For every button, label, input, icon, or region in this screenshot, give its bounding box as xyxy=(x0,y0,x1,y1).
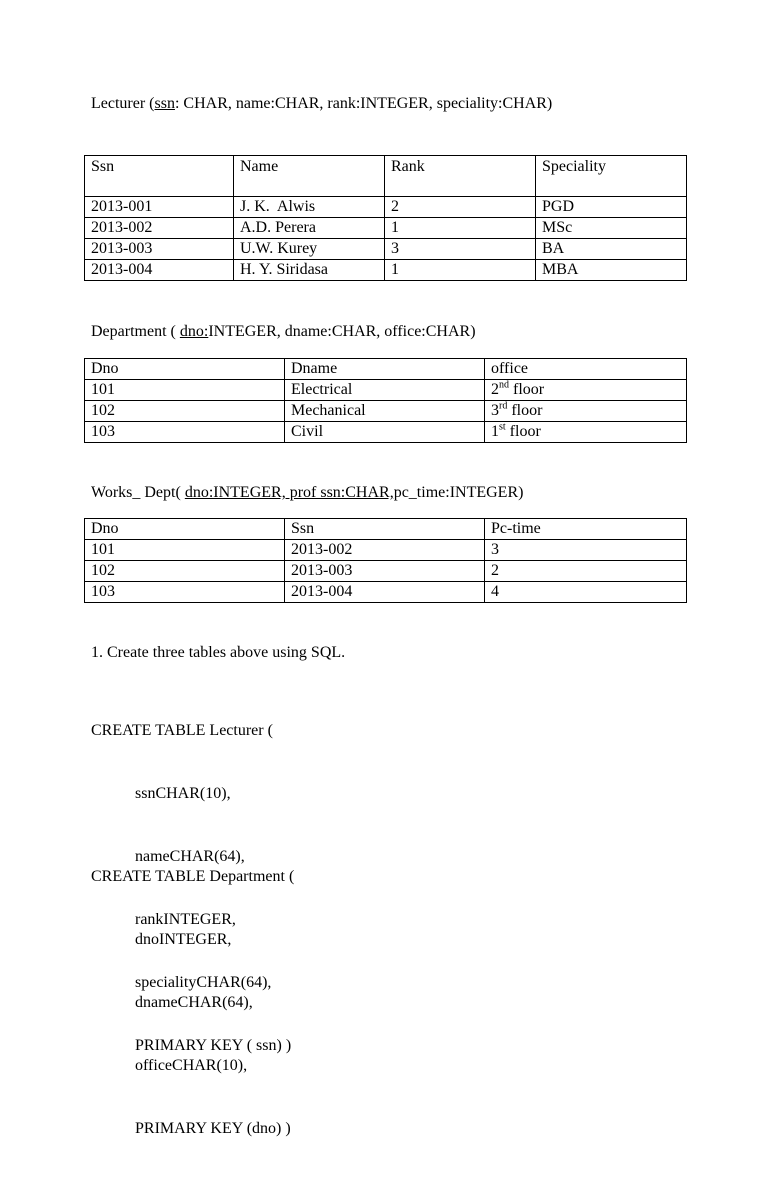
lecturer-schema-heading xyxy=(91,94,552,113)
table-cell: 2013-003 xyxy=(285,561,485,582)
table-cell: A.D. Perera xyxy=(234,218,385,239)
table-cell: 102 xyxy=(85,561,285,582)
ordinal-suffix: rd xyxy=(499,400,508,412)
table-row xyxy=(85,260,687,281)
office-floor-number: 2 xyxy=(491,381,499,398)
sql-line: PRIMARY KEY ( ssn) ) xyxy=(135,1037,292,1054)
department-schema-heading xyxy=(91,322,476,341)
table-cell: 102 xyxy=(85,401,285,422)
lecturer-heading-rest: : CHAR, name:CHAR, rank:INTEGER, speciality:CHAR) xyxy=(174,95,553,112)
ordinal-suffix: st xyxy=(499,421,506,433)
office-cell xyxy=(485,380,687,401)
lecturer-heading-key: ssn xyxy=(154,95,175,112)
office-floor-number: 3 xyxy=(491,402,499,419)
office-floor-label: floor xyxy=(507,402,543,419)
column-header: Name xyxy=(234,156,385,197)
table-cell: MSc xyxy=(536,218,687,239)
table-header-row xyxy=(85,156,687,197)
column-header: Pc-time xyxy=(485,519,687,540)
table-cell: 101 xyxy=(85,380,285,401)
sql-line: dnoINTEGER, xyxy=(135,931,232,948)
sql-line: CREATE TABLE Lecturer ( xyxy=(91,722,273,739)
table-cell: 3 xyxy=(385,239,536,260)
table-row xyxy=(85,197,687,218)
table-cell: 2013-004 xyxy=(85,260,234,281)
table-row xyxy=(85,540,687,561)
lecturer-table xyxy=(84,155,687,281)
column-header: Dno xyxy=(85,519,285,540)
table-cell: 103 xyxy=(85,582,285,603)
column-header: office xyxy=(485,359,687,380)
table-cell: Mechanical xyxy=(285,401,485,422)
works-dept-schema-heading xyxy=(91,483,523,502)
office-cell xyxy=(485,401,687,422)
table-row xyxy=(85,582,687,603)
column-header: Speciality xyxy=(536,156,687,197)
table-cell: 2 xyxy=(385,197,536,218)
office-floor-label: floor xyxy=(505,423,541,440)
table-cell: 1 xyxy=(385,218,536,239)
office-floor-number: 1 xyxy=(491,423,499,440)
table-cell: 3 xyxy=(485,540,687,561)
department-heading-name: Department ( xyxy=(91,323,180,340)
sql-line: PRIMARY KEY (dno) ) xyxy=(135,1120,291,1137)
office-cell xyxy=(485,422,687,443)
office-floor-label: floor xyxy=(509,381,545,398)
table-cell: J. K. Alwis xyxy=(234,197,385,218)
table-row xyxy=(85,422,687,443)
sql-line: rankINTEGER, xyxy=(135,911,236,928)
column-header: Ssn xyxy=(285,519,485,540)
table-header-row xyxy=(85,519,687,540)
column-header: Dname xyxy=(285,359,485,380)
table-cell: BA xyxy=(536,239,687,260)
table-row xyxy=(85,218,687,239)
table-cell: U.W. Kurey xyxy=(234,239,385,260)
department-table xyxy=(84,358,687,443)
sql-line: dnameCHAR(64), xyxy=(135,994,253,1011)
table-cell: 1 xyxy=(385,260,536,281)
table-cell: 2013-002 xyxy=(85,218,234,239)
table-cell: 103 xyxy=(85,422,285,443)
table-cell: H. Y. Siridasa xyxy=(234,260,385,281)
table-cell: 2013-001 xyxy=(85,197,234,218)
table-row xyxy=(85,561,687,582)
lecturer-heading-name: Lecturer ( xyxy=(91,95,155,112)
ordinal-suffix: nd xyxy=(499,379,509,391)
department-heading-key: dno: xyxy=(179,323,209,340)
table-row xyxy=(85,380,687,401)
column-header: Ssn xyxy=(85,156,234,197)
sql-line: CREATE TABLE Department ( xyxy=(91,868,295,885)
sql-line: specialityCHAR(64), xyxy=(135,974,272,991)
works-dept-table xyxy=(84,518,687,603)
table-cell: 2 xyxy=(485,561,687,582)
column-header: Rank xyxy=(385,156,536,197)
sql-line: officeCHAR(10), xyxy=(135,1057,248,1074)
column-header: Dno xyxy=(85,359,285,380)
sql-line: ssnCHAR(10), xyxy=(135,785,231,802)
sql-line: nameCHAR(64), xyxy=(135,848,245,865)
table-cell: Electrical xyxy=(285,380,485,401)
table-cell: PGD xyxy=(536,197,687,218)
table-cell: Civil xyxy=(285,422,485,443)
table-cell: 101 xyxy=(85,540,285,561)
table-cell: MBA xyxy=(536,260,687,281)
works-dept-heading-key: dno:INTEGER, prof ssn:CHAR, xyxy=(184,484,394,501)
department-heading-rest: INTEGER, dname:CHAR, office:CHAR) xyxy=(208,323,476,340)
table-row xyxy=(85,401,687,422)
works-dept-heading-name: Works_ Dept( xyxy=(91,484,185,501)
table-cell: 2013-004 xyxy=(285,582,485,603)
table-cell: 4 xyxy=(485,582,687,603)
sql-create-department xyxy=(91,824,294,1181)
table-row xyxy=(85,239,687,260)
table-cell: 2013-002 xyxy=(285,540,485,561)
table-header-row xyxy=(85,359,687,380)
works-dept-heading-rest: pc_time:INTEGER) xyxy=(393,484,524,501)
table-cell: 2013-003 xyxy=(85,239,234,260)
question-text: 1. Create three tables above using SQL. xyxy=(91,644,346,661)
